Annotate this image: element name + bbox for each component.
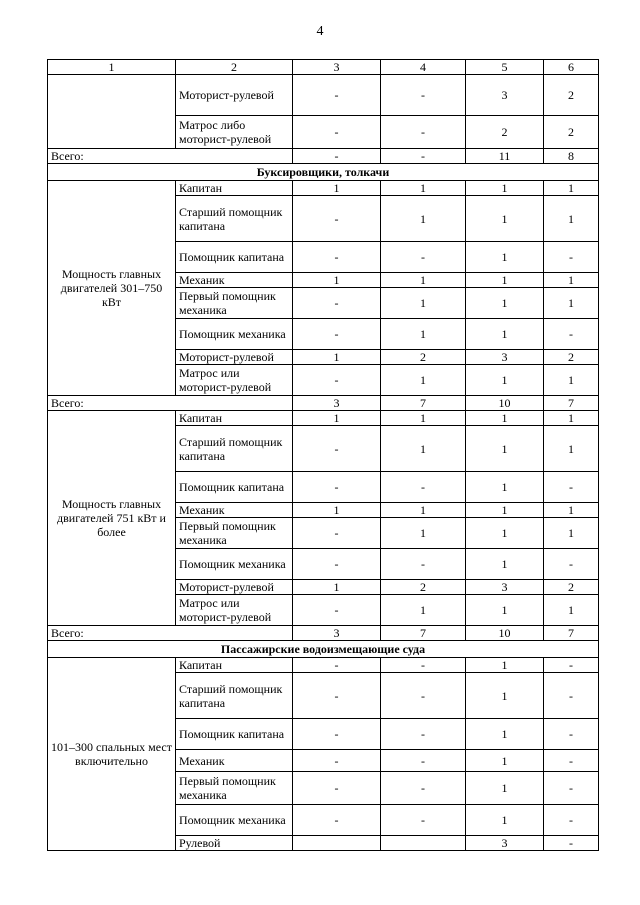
value-cell: 3 (293, 396, 381, 411)
value-cell: - (544, 319, 599, 350)
value-cell: 1 (466, 411, 544, 426)
group-label: Мощность главных двигателей 301–750 кВт (48, 181, 176, 396)
value-cell: - (544, 242, 599, 273)
value-cell: 3 (466, 580, 544, 595)
value-cell: - (544, 472, 599, 503)
table-row (48, 658, 599, 673)
value-cell: - (293, 595, 381, 626)
value-cell: 3 (466, 75, 544, 116)
position-cell: Помощник капитана (176, 719, 293, 750)
value-cell: 2 (544, 350, 599, 365)
value-cell: 1 (466, 673, 544, 719)
position-cell: Капитан (176, 658, 293, 673)
value-cell: - (293, 288, 381, 319)
value-cell: - (381, 750, 466, 772)
value-cell: 1 (466, 181, 544, 196)
value-cell: 1 (544, 365, 599, 396)
total-row (48, 396, 599, 411)
value-cell: - (544, 673, 599, 719)
col-header: 6 (544, 60, 599, 75)
value-cell: - (381, 658, 466, 673)
value-cell: 8 (544, 149, 599, 164)
value-cell: 2 (381, 350, 466, 365)
col-header: 5 (466, 60, 544, 75)
position-cell: Старший помощник капитана (176, 196, 293, 242)
value-cell: - (381, 772, 466, 805)
value-cell: - (381, 673, 466, 719)
value-cell: 1 (293, 181, 381, 196)
value-cell: - (293, 149, 381, 164)
col-header: 2 (176, 60, 293, 75)
value-cell: 7 (544, 626, 599, 641)
position-cell: Помощник механика (176, 319, 293, 350)
position-cell: Механик (176, 273, 293, 288)
value-cell: 1 (381, 196, 466, 242)
value-cell: - (293, 75, 381, 116)
value-cell: 1 (466, 273, 544, 288)
value-cell: - (293, 426, 381, 472)
value-cell: 1 (293, 411, 381, 426)
position-cell: Капитан (176, 181, 293, 196)
value-cell: 1 (381, 365, 466, 396)
value-cell: 1 (466, 288, 544, 319)
value-cell: - (293, 719, 381, 750)
position-cell: Первый помощник механика (176, 772, 293, 805)
value-cell: 7 (381, 626, 466, 641)
value-cell: - (544, 805, 599, 836)
value-cell: 1 (381, 319, 466, 350)
header-row (48, 60, 599, 75)
value-cell: - (381, 75, 466, 116)
total-label: Всего: (48, 396, 293, 411)
value-cell: 1 (544, 503, 599, 518)
position-cell: Матрос или моторист-рулевой (176, 595, 293, 626)
col-header: 4 (381, 60, 466, 75)
position-cell: Помощник капитана (176, 472, 293, 503)
position-cell: Помощник капитана (176, 242, 293, 273)
value-cell: - (381, 242, 466, 273)
value-cell: - (293, 673, 381, 719)
total-row (48, 149, 599, 164)
table-row (48, 181, 599, 196)
value-cell: 1 (544, 196, 599, 242)
value-cell: - (293, 319, 381, 350)
value-cell: 1 (544, 518, 599, 549)
crew-table (47, 59, 599, 851)
value-cell: 1 (466, 772, 544, 805)
position-cell: Механик (176, 503, 293, 518)
section-heading-row (48, 164, 599, 181)
value-cell: 1 (466, 750, 544, 772)
value-cell: 11 (466, 149, 544, 164)
value-cell: 1 (466, 472, 544, 503)
value-cell: 1 (381, 518, 466, 549)
total-label: Всего: (48, 626, 293, 641)
value-cell: 1 (466, 196, 544, 242)
value-cell: - (293, 518, 381, 549)
value-cell (293, 836, 381, 851)
value-cell: - (293, 772, 381, 805)
value-cell: 1 (466, 319, 544, 350)
value-cell: - (381, 719, 466, 750)
position-cell: Рулевой (176, 836, 293, 851)
position-cell: Старший помощник капитана (176, 426, 293, 472)
value-cell: 1 (544, 181, 599, 196)
value-cell: 3 (293, 626, 381, 641)
value-cell: - (381, 116, 466, 149)
value-cell: 1 (381, 595, 466, 626)
value-cell: 1 (466, 365, 544, 396)
value-cell: 1 (466, 518, 544, 549)
value-cell: - (381, 549, 466, 580)
value-cell: 1 (466, 242, 544, 273)
value-cell: - (544, 658, 599, 673)
value-cell: 10 (466, 396, 544, 411)
value-cell: - (293, 472, 381, 503)
position-cell: Первый помощник механика (176, 288, 293, 319)
value-cell: - (381, 472, 466, 503)
total-label: Всего: (48, 149, 293, 164)
value-cell: 2 (544, 75, 599, 116)
value-cell: 7 (544, 396, 599, 411)
value-cell: - (293, 805, 381, 836)
value-cell: 3 (466, 350, 544, 365)
position-cell: Моторист-рулевой (176, 350, 293, 365)
value-cell: 1 (293, 580, 381, 595)
value-cell: - (544, 719, 599, 750)
value-cell: 1 (381, 426, 466, 472)
value-cell: 1 (544, 288, 599, 319)
value-cell: - (293, 658, 381, 673)
position-cell: Помощник механика (176, 805, 293, 836)
section-heading: Пассажирские водоизмещающие суда (48, 641, 599, 658)
value-cell: 1 (544, 411, 599, 426)
group-label: 101–300 спальных мест включительно (48, 658, 176, 851)
position-cell: Моторист-рулевой (176, 75, 293, 116)
value-cell: 3 (466, 836, 544, 851)
position-cell: Моторист-рулевой (176, 580, 293, 595)
value-cell: 1 (466, 503, 544, 518)
group-label-empty (48, 75, 176, 149)
section-heading: Буксировщики, толкачи (48, 164, 599, 181)
value-cell: 1 (293, 503, 381, 518)
position-cell: Матрос либо моторист-рулевой (176, 116, 293, 149)
value-cell: - (293, 750, 381, 772)
value-cell (381, 836, 466, 851)
value-cell: 1 (381, 288, 466, 319)
value-cell: 1 (381, 273, 466, 288)
table-row (48, 411, 599, 426)
value-cell: - (293, 549, 381, 580)
value-cell: - (293, 242, 381, 273)
total-row (48, 626, 599, 641)
value-cell: 1 (544, 595, 599, 626)
value-cell: 1 (381, 411, 466, 426)
value-cell: - (544, 772, 599, 805)
value-cell: 2 (381, 580, 466, 595)
value-cell: - (293, 365, 381, 396)
value-cell: 1 (466, 595, 544, 626)
col-header: 1 (48, 60, 176, 75)
value-cell: 1 (544, 273, 599, 288)
position-cell: Старший помощник капитана (176, 673, 293, 719)
section-heading-row (48, 641, 599, 658)
value-cell: 2 (544, 116, 599, 149)
value-cell: 1 (466, 549, 544, 580)
group-label: Мощность главных двигателей 751 кВт и более (48, 411, 176, 626)
value-cell: 1 (293, 273, 381, 288)
value-cell: 10 (466, 626, 544, 641)
value-cell: 1 (293, 350, 381, 365)
position-cell: Помощник механика (176, 549, 293, 580)
value-cell: 1 (381, 181, 466, 196)
value-cell: 2 (544, 580, 599, 595)
value-cell: 7 (381, 396, 466, 411)
value-cell: - (381, 149, 466, 164)
value-cell: 1 (466, 658, 544, 673)
value-cell: - (293, 196, 381, 242)
position-cell: Механик (176, 750, 293, 772)
table-row (48, 75, 599, 116)
value-cell: 1 (544, 426, 599, 472)
value-cell: - (293, 116, 381, 149)
value-cell: - (544, 750, 599, 772)
value-cell: 1 (466, 719, 544, 750)
value-cell: - (544, 549, 599, 580)
value-cell: 1 (381, 503, 466, 518)
position-cell: Матрос или моторист-рулевой (176, 365, 293, 396)
position-cell: Капитан (176, 411, 293, 426)
value-cell: - (381, 805, 466, 836)
page-number: 4 (316, 24, 324, 39)
value-cell: - (544, 836, 599, 851)
value-cell: 1 (466, 426, 544, 472)
col-header: 3 (293, 60, 381, 75)
position-cell: Первый помощник механика (176, 518, 293, 549)
value-cell: 1 (466, 805, 544, 836)
value-cell: 2 (466, 116, 544, 149)
